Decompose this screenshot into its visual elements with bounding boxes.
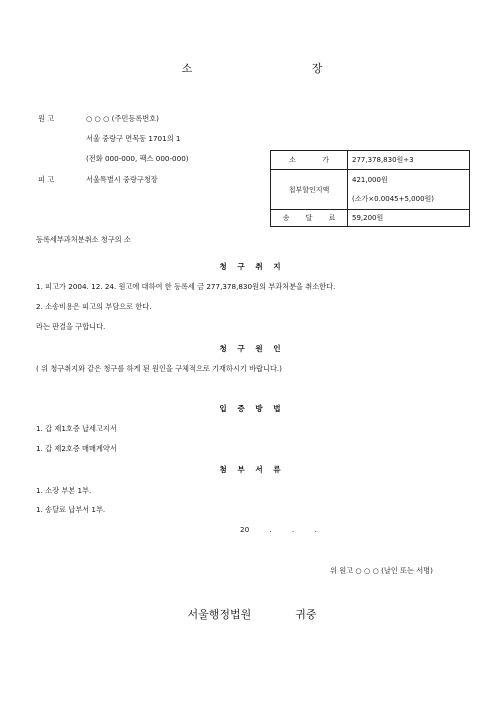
plaintiff-name: ○ ○ ○ (주민등록번호) xyxy=(86,114,159,123)
fee-label-stamp: 첩부할인지액 xyxy=(271,170,348,210)
fee-amount-service: 59,200원 xyxy=(348,210,470,227)
fee-stamp-formula: (소가×0.0045+5,000원) xyxy=(352,195,435,203)
evidence-item-1: 1. 갑 제1호증 납세고지서 xyxy=(36,424,117,433)
attachment-item-2: 1. 송달료 납부서 1부. xyxy=(36,505,106,514)
fee-stamp-amount: 421,000원 xyxy=(352,176,388,184)
fee-table xyxy=(270,150,470,227)
fee-row-value xyxy=(271,151,470,170)
defendant-name: 서울특별시 중랑구청장 xyxy=(86,175,158,184)
plaintiff-address: 서울 중랑구 면목동 1701의 1 xyxy=(86,134,181,143)
defendant-label: 피 고 xyxy=(38,175,55,184)
fee-label-service: 송 달 료 xyxy=(271,210,348,227)
fee-amount-value: 277,378,830원÷3 xyxy=(348,151,470,170)
plaintiff-label: 원 고 xyxy=(38,114,55,123)
fee-label-value: 소 가 xyxy=(271,151,348,170)
claim-purpose-closing: 라는 판결을 구합니다. xyxy=(36,322,106,331)
attachments-heading: 첨 부 서 류 xyxy=(219,465,285,474)
fee-row-stamp xyxy=(271,170,470,210)
document-title: 소 장 xyxy=(181,62,381,75)
plaintiff-contact: (전화 000-000, 팩스 000-000) xyxy=(86,154,189,163)
attachment-item-1: 1. 소장 부본 1부. xyxy=(36,486,92,495)
claim-cause-heading: 청 구 원 인 xyxy=(219,344,285,353)
claim-purpose-item-2: 2. 소송비용은 피고의 부담으로 한다. xyxy=(36,302,152,311)
court-line xyxy=(0,606,504,622)
date-line: 20 . . . xyxy=(240,525,317,534)
signature-line: 위 원고 ○ ○ ○ (날인 또는 서명) xyxy=(330,566,433,575)
court-name: 서울행정법원 xyxy=(187,608,252,621)
claim-cause-text: ( 위 청구취지와 같은 청구를 하게 된 원인을 구체적으로 기재하시기 바랍니다.) xyxy=(36,364,282,373)
court-suffix: 귀중 xyxy=(295,608,317,621)
claim-purpose-item-1: 1. 피고가 2004. 12. 24. 원고에 대하여 한 등록세 금 277,378,830원의 부과처분을 취소한다. xyxy=(36,282,336,291)
case-name: 등록세부과처분취소 청구의 소 xyxy=(36,235,131,244)
fee-amount-stamp xyxy=(348,170,470,210)
evidence-heading: 입 증 방 법 xyxy=(219,404,285,413)
claim-purpose-heading: 청 구 취 지 xyxy=(219,262,285,271)
evidence-item-2: 1. 갑 제2호증 매매계약서 xyxy=(36,444,117,453)
fee-row-service xyxy=(271,210,470,227)
